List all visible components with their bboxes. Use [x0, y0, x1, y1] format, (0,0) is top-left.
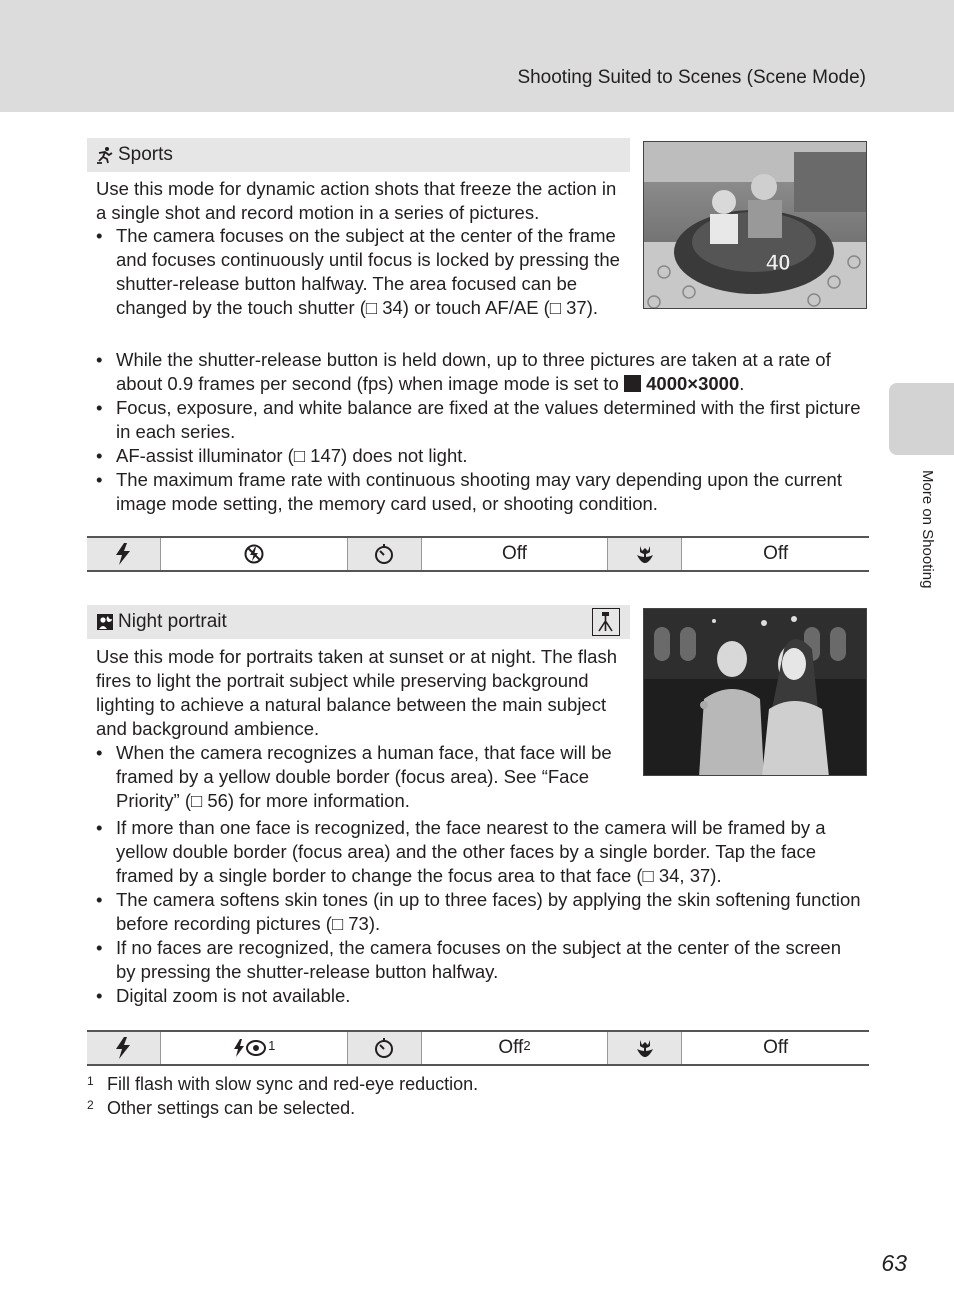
image-mode-icon [624, 375, 641, 392]
list-item: • When the camera recognizes a human face, that face will be framed by a yellow double border (focus area). See “Face Priority” (□ 56) for more information. [88, 741, 633, 813]
slow-sync-red-eye-flash-icon [232, 1038, 266, 1058]
sports-title: Sports [118, 144, 173, 165]
night-portrait-settings-table [87, 1030, 869, 1066]
self-timer-icon [373, 543, 395, 565]
night-portrait-bullets-top [88, 741, 633, 813]
list-item: • Digital zoom is not available. [88, 984, 863, 1008]
macro-value: Off [681, 1032, 869, 1064]
night-portrait-section-header [87, 605, 630, 639]
self-timer-header [348, 1032, 421, 1064]
page-number: 63 [881, 1250, 907, 1276]
svg-text:40: 40 [766, 250, 791, 275]
flash-icon [114, 543, 132, 565]
night-portrait-intro: Use this mode for portraits taken at sunset or at night. The flash fires to light the portrait subject while preserving background lighting to achieve a natural balance between the main subject and background ambience. [96, 646, 618, 739]
list-item: • The camera focuses on the subject at the center of the frame and focuses continuously until focus is locked by pressing the shutter-release button halfway. The area focused can be changed by the touch shutter (□ 34) or touch AF/AE (□ 37). [88, 224, 628, 320]
self-timer-footnote-mark: 2 [523, 1038, 531, 1053]
macro-header [608, 538, 681, 570]
chapter-tab-label: More on Shooting [919, 470, 936, 589]
sports-scene-icon [96, 146, 114, 164]
list-item: • The camera softens skin tones (in up to three faces) by applying the skin softening function before recording pictures (□ 73). [88, 888, 863, 936]
sports-bullets-top [88, 224, 628, 320]
self-timer-icon [373, 1037, 395, 1059]
night-portrait-bullets-full [88, 816, 863, 1008]
flash-mode-header [87, 538, 160, 570]
sports-sample-photo [643, 141, 867, 309]
footnote-2: 2 Other settings can be selected. [87, 1098, 356, 1118]
chapter-tab [889, 383, 954, 455]
list-item: • The maximum frame rate with continuous shooting may vary depending upon the current image mode setting, the memory card used, or shooting condition. [88, 468, 863, 516]
macro-flower-icon [634, 543, 656, 565]
self-timer-value: Off [421, 538, 609, 570]
flash-mode-value [160, 538, 348, 570]
macro-value: Off [681, 538, 869, 570]
list-item: • AF-assist illuminator (□ 147) does not light. [88, 444, 863, 468]
macro-header [608, 1032, 681, 1064]
flash-off-icon [244, 544, 264, 564]
flash-icon [114, 1037, 132, 1059]
self-timer-header [348, 538, 421, 570]
night-portrait-scene-icon [96, 613, 114, 631]
sports-intro: Use this mode for dynamic action shots that freeze the action in a single shot and record motion in a series of pictures. [96, 178, 617, 223]
sports-bullets-full [88, 348, 863, 516]
image-mode-value: 4000×3000 [646, 373, 740, 394]
sports-settings-table [87, 536, 869, 572]
chapter-tab-label-wrapper [918, 470, 938, 620]
list-item: • Focus, exposure, and white balance are fixed at the values determined with the first picture in each series. [88, 396, 863, 444]
list-item: • If no faces are recognized, the camera focuses on the subject at the center of the screen by pressing the shutter-release button halfway. [88, 936, 863, 984]
night-portrait-sample-photo [643, 608, 867, 776]
macro-flower-icon [634, 1037, 656, 1059]
footnote-1: 1 Fill flash with slow sync and red-eye reduction. [87, 1074, 479, 1094]
couple-at-night-photo-illustration [644, 609, 867, 776]
flash-mode-value [160, 1032, 348, 1064]
go-kart-photo-illustration [644, 142, 867, 309]
sports-section-header [87, 138, 630, 172]
header-band [0, 0, 954, 112]
list-item: • While the shutter-release button is held down, up to three pictures are taken at a rate of about 0.9 frames per second (fps) when image mode is set to 4000×3000. [88, 348, 863, 396]
self-timer-value: Off 2 [421, 1032, 609, 1064]
footnotes [87, 1072, 478, 1120]
flash-footnote-mark: 1 [268, 1038, 276, 1053]
page-header-title: Shooting Suited to Scenes (Scene Mode) [517, 67, 866, 88]
flash-mode-header [87, 1032, 160, 1064]
night-portrait-title: Night portrait [118, 611, 227, 632]
list-item: • If more than one face is recognized, the face nearest to the camera will be framed by a yellow double border (focus area) and the other faces by a single border. Tap the face framed by a single border to change the focus area to that face (□ 34, 37). [88, 816, 863, 888]
tripod-icon [592, 608, 620, 636]
